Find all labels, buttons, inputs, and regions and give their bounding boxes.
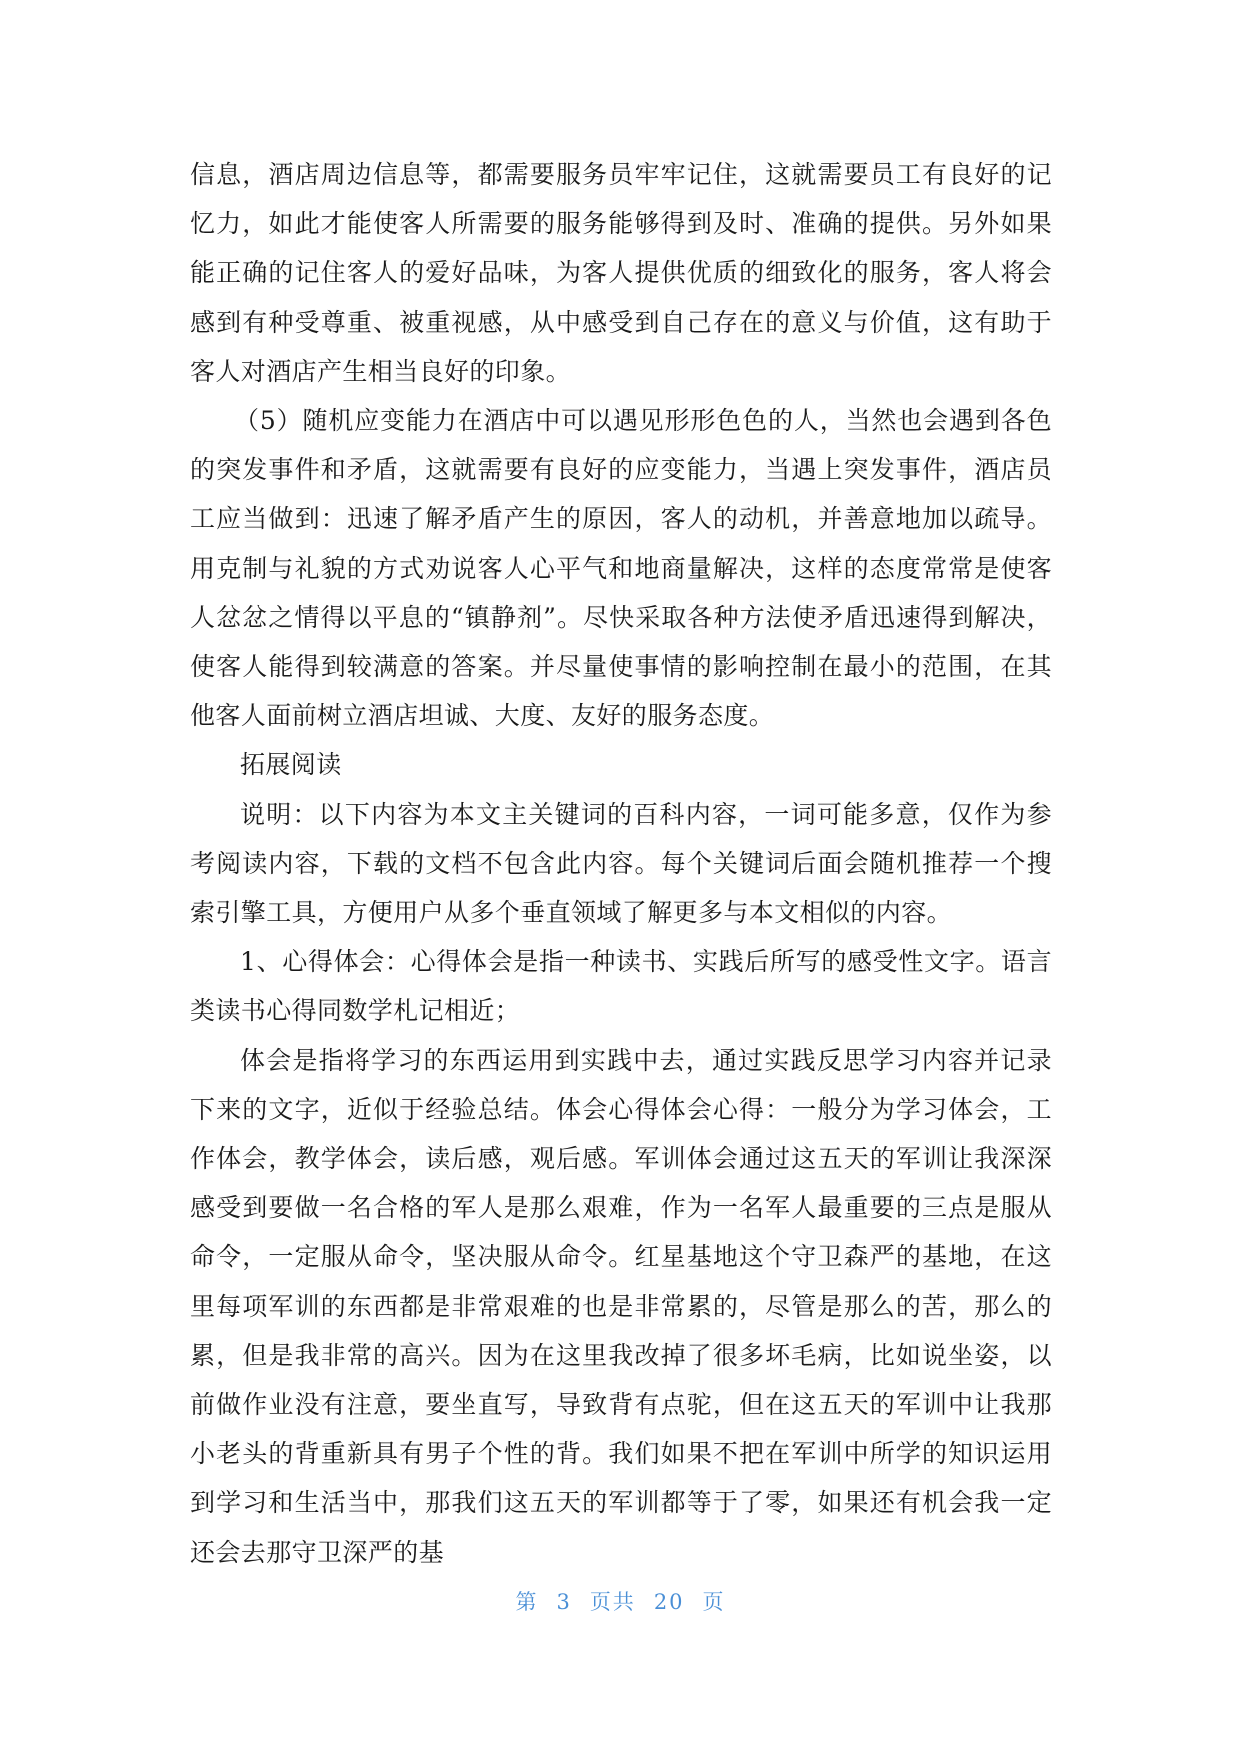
paragraph-keyword-1: 1、心得体会：心得体会是指一种读书、实践后所写的感受性文字。语言类读书心得同数学札记相近； bbox=[190, 947, 1052, 1026]
footer-current-page: 3 bbox=[556, 1590, 572, 1614]
paragraph-note: 说明：以下内容为本文主关键词的百科内容，一词可能多意，仅作为参考阅读内容，下载的文档不包含此内容。每个关键词后面会随机推荐一个搜索引擎工具，方便用户从多个垂直领域了解更多与本文相似的内容。 bbox=[190, 799, 1052, 928]
document-body bbox=[190, 150, 1052, 1577]
paragraph-continued: 信息，酒店周边信息等，都需要服务员牢牢记住，这就需要员工有良好的记忆力，如此才能使客人所需要的服务能够得到及时、准确的提供。另外如果能正确的记住客人的爱好品味，为客人提供优质的细致化的服务，客人将会感到有种受尊重、被重视感，从中感受到自己存在的意义与价值，这有助于客人对酒店产生相当良好的印象。 bbox=[190, 160, 1052, 386]
paragraph-adaptability: （5）随机应变能力在酒店中可以遇见形形色色的人，当然也会遇到各色的突发事件和矛盾，这就需要有良好的应变能力，当遇上突发事件，酒店员工应当做到：迅速了解矛盾产生的原因，客人的动机，并善意地加以疏导。用克制与礼貌的方式劝说客人心平气和地商量解决，这样的态度常常是使客人忿忿之情得以平息的“镇静剂”。尽快采取各种方法使矛盾迅速得到解决，使客人能得到较满意的答案。并尽量使事情的影响控制在最小的范围，在其他客人面前树立酒店坦诚、大度、友好的服务态度。 bbox=[190, 406, 1052, 731]
section-heading-extended-reading: 拓展阅读 bbox=[240, 750, 342, 780]
paragraph-experience: 体会是指将学习的东西运用到实践中去，通过实践反思学习内容并记录下来的文字，近似于经验总结。体会心得体会心得：一般分为学习体会，工作体会，教学体会，读后感，观后感。军训体会通过这五天的军训让我深深感受到要做一名合格的军人是那么艰难，作为一名军人最重要的三点是服从命令，一定服从命令，坚决服从命令。红星基地这个守卫森严的基地，在这里每项军训的东西都是非常艰难的也是非常累的，尽管是那么的苦，那么的累，但是我非常的高兴。因为在这里我改掉了很多坏毛病，比如说坐姿，以前做作业没有注意，要坐直写，导致背有点驼，但在这五天的军训中让我那小老头的背重新具有男子个性的背。我们如果不把在军训中所学的知识运用到学习和生活当中，那我们这五天的军训都等于了零，如果还有机会我一定还会去那守卫深严的基 bbox=[190, 1045, 1052, 1567]
footer-suffix: 页 bbox=[702, 1590, 726, 1614]
footer-prefix: 第 bbox=[515, 1590, 539, 1614]
page-footer bbox=[0, 1586, 1241, 1616]
footer-middle: 页共 bbox=[589, 1590, 636, 1614]
footer-total-pages: 20 bbox=[653, 1590, 685, 1614]
